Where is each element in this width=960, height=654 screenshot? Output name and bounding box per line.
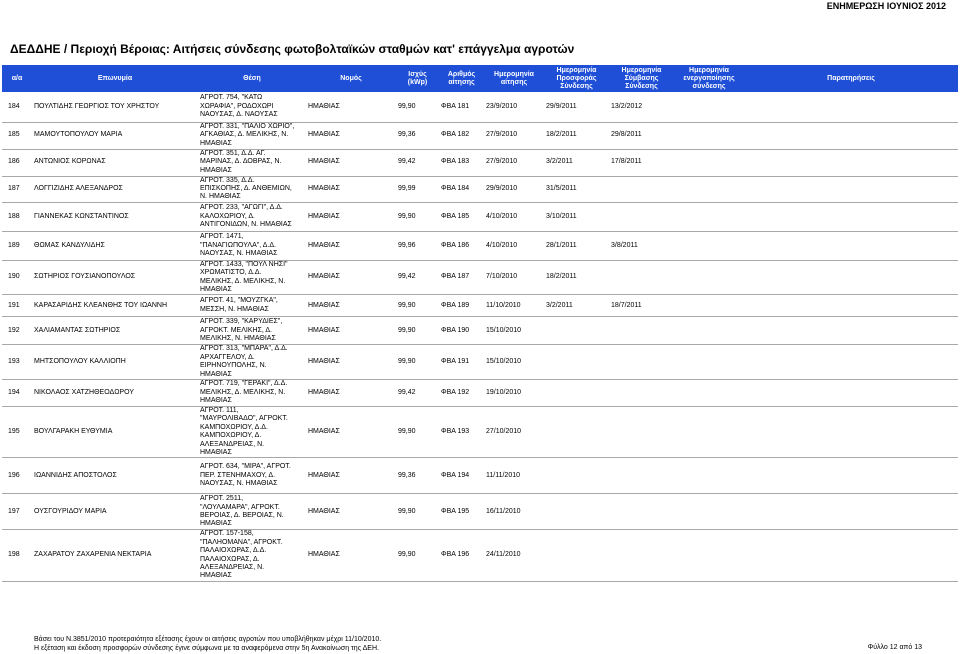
row-activation-date [674,92,744,122]
row-name: ΧΑΛΙΑΜΑΝΤΑΣ ΣΩΤΗΡΙΟΣ [32,317,198,345]
row-aa: 196 [2,458,32,494]
row-position: ΑΓΡΟΤ. 754, "ΚΑΤΩ ΧΩΡΑΦΙΑ", ΡΟΔΟΧΩΡΙ ΝΑΟΥΣΑΣ, Δ. ΝΑΟΥΣΑΣ [198,92,306,122]
row-notes [744,202,958,231]
row-contract-date: 18/7/2011 [609,295,674,317]
row-app-number: ΦΒΑ 183 [439,149,484,176]
row-notes [744,458,958,494]
row-contract-date: 29/8/2011 [609,122,674,149]
update-banner: ΕΝΗΜΕΡΩΣΗ ΙΟΥΝΙΟΣ 2012 [826,1,946,11]
row-app-date: 29/9/2010 [484,176,544,202]
row-power: 99,90 [396,345,439,380]
row-prefecture: ΗΜΑΘΙΑΣ [306,458,396,494]
row-position: ΑΓΡΟΤ. 331, "ΠΑΛΙΟ ΧΩΡΙΟ", ΑΓΚΑΘΙΑΣ, Δ. ΜΕΛΙΚΗΣ, Ν. ΗΜΑΘΙΑΣ [198,122,306,149]
row-aa: 186 [2,149,32,176]
row-name: ΘΩΜΑΣ ΚΑΝΔΥΛΙΔΗΣ [32,231,198,260]
row-power: 99,99 [396,176,439,202]
row-contract-date: 3/8/2011 [609,231,674,260]
page-title: ΔΕΔΔΗΕ / Περιοχή Βέροιας: Αιτήσεις σύνδεσης φωτοβολταϊκών σταθμών κατ' επάγγελμα αγροτών [10,42,575,56]
row-position: ΑΓΡΟΤ. 1471, "ΠΑΝΑΓΙΩΠΟΥΛΑ", Δ.Δ. ΝΑΟΥΣΑΣ, Ν. ΗΜΑΘΙΑΣ [198,231,306,260]
row-name: ΜΗΤΣΟΠΟΥΛΟΥ ΚΑΛΛΙΟΠΗ [32,345,198,380]
row-notes [744,260,958,295]
row-power: 99,90 [396,530,439,581]
row-name: ΜΑΜΟΥΤΟΠΟΥΛΟΥ ΜΑΡΙΑ [32,122,198,149]
row-position: ΑΓΡΟΤ. 111, "ΜΑΥΡΟΛΙΒΑΔΟ", ΑΓΡΟΚΤ. ΚΑΜΠΟΧΩΡΙΟΥ, Δ.Δ. ΚΑΜΠΟΧΩΡΙΟΥ, Δ. ΑΛΕΞΑΝΔΡΕΙΑΣ, Ν. ΗΜΑΘΙΑΣ [198,406,306,457]
row-notes [744,122,958,149]
row-prefecture: ΗΜΑΘΙΑΣ [306,295,396,317]
header-position: Θέση [198,65,306,92]
row-app-date: 16/11/2010 [484,494,544,530]
row-prefecture: ΗΜΑΘΙΑΣ [306,260,396,295]
row-power: 99,90 [396,92,439,122]
row-app-number: ΦΒΑ 186 [439,231,484,260]
row-app-number: ΦΒΑ 189 [439,295,484,317]
table-row [2,406,958,457]
row-app-date: 24/11/2010 [484,530,544,581]
footer-note-1: Βάσει του Ν.3851/2010 προτεραιότητα εξέτασης έχουν οι αιτήσεις αγροτών που υποβλήθηκαν μέχρι 11/10/2010. [34,636,382,643]
row-contract-date [609,202,674,231]
row-contract-date [609,317,674,345]
row-notes [744,345,958,380]
row-app-number: ΦΒΑ 196 [439,530,484,581]
row-offer-date [544,345,609,380]
row-notes [744,317,958,345]
row-prefecture: ΗΜΑΘΙΑΣ [306,345,396,380]
row-offer-date: 31/5/2011 [544,176,609,202]
row-offer-date [544,406,609,457]
row-offer-date [544,494,609,530]
row-app-date: 19/10/2010 [484,379,544,406]
row-app-number: ΦΒΑ 194 [439,458,484,494]
row-name: ΖΑΧΑΡΑΤΟΥ ΖΑΧΑΡΕΝΙΑ ΝΕΚΤΑΡΙΑ [32,530,198,581]
row-name: ΛΟΓΓΙΖΙΔΗΣ ΑΛΕΞΑΝΔΡΟΣ [32,176,198,202]
table-row [2,231,958,260]
row-name: ΝΙΚΟΛΑΟΣ ΧΑΤΖΗΘΕΟΔΩΡΟΥ [32,379,198,406]
table-row [2,345,958,380]
row-app-date: 4/10/2010 [484,202,544,231]
row-contract-date [609,345,674,380]
table-row [2,92,958,122]
row-app-number: ΦΒΑ 185 [439,202,484,231]
table-row [2,458,958,494]
row-activation-date [674,260,744,295]
row-activation-date [674,458,744,494]
header-notes: Παρατηρήσεις [744,65,958,92]
page-number: Φύλλο 12 από 13 [867,644,922,651]
row-activation-date [674,202,744,231]
row-notes [744,379,958,406]
row-position: ΑΓΡΟΤ. 233, "ΑΓΩΓΙ", Δ.Δ. ΚΑΛΟΧΩΡΙΟΥ, Δ. ΑΝΤΙΓΟΝΙΔΩΝ, Ν. ΗΜΑΘΙΑΣ [198,202,306,231]
row-name: ΚΑΡΑΣΑΡΙΔΗΣ ΚΛΕΑΝΘΗΣ ΤΟΥ ΙΩΑΝΝΗ [32,295,198,317]
row-offer-date [544,458,609,494]
row-offer-date: 29/9/2011 [544,92,609,122]
row-position: ΑΓΡΟΤ. 2511, "ΛΟΥΛΑΜΑΡΑ", ΑΓΡΟΚΤ. ΒΕΡΟΙΑΣ, Δ. ΒΕΡΟΙΑΣ, Ν. ΗΜΑΘΙΑΣ [198,494,306,530]
header-name: Επωνυμία [32,65,198,92]
row-offer-date: 3/2/2011 [544,149,609,176]
row-app-date: 27/9/2010 [484,122,544,149]
row-app-number: ΦΒΑ 192 [439,379,484,406]
row-notes [744,92,958,122]
row-contract-date [609,176,674,202]
row-activation-date [674,406,744,457]
row-contract-date [609,379,674,406]
header-contract-date: Ημερομηνία Σύμβασης Σύνδεσης [609,65,674,92]
row-offer-date: 18/2/2011 [544,260,609,295]
row-contract-date [609,530,674,581]
row-aa: 188 [2,202,32,231]
table-header-row [2,65,958,92]
row-activation-date [674,122,744,149]
table-row [2,494,958,530]
row-power: 99,90 [396,317,439,345]
row-app-number: ΦΒΑ 187 [439,260,484,295]
row-app-number: ΦΒΑ 182 [439,122,484,149]
row-notes [744,295,958,317]
row-offer-date: 3/10/2011 [544,202,609,231]
row-app-date: 15/10/2010 [484,317,544,345]
header-prefecture: Νομός [306,65,396,92]
table-row [2,260,958,295]
header-power: Ισχύς (kWp) [396,65,439,92]
row-position: ΑΓΡΟΤ. 41, "ΜΟΥΖΓΚΑ", ΜΕΣΣΗ, Ν. ΗΜΑΘΙΑΣ [198,295,306,317]
row-app-date: 23/9/2010 [484,92,544,122]
table-body [2,92,958,581]
row-app-date: 7/10/2010 [484,260,544,295]
row-position: ΑΓΡΟΤ. 719, "ΓΕΡΑΚΙ", Δ.Δ. ΜΕΛΙΚΗΣ, Δ. ΜΕΛΙΚΗΣ, Ν. ΗΜΑΘΙΑΣ [198,379,306,406]
row-aa: 187 [2,176,32,202]
table-row [2,379,958,406]
row-offer-date [544,317,609,345]
row-power: 99,96 [396,231,439,260]
row-aa: 192 [2,317,32,345]
row-app-date: 4/10/2010 [484,231,544,260]
row-position: ΑΓΡΟΤ. 339, "ΚΑΡΥΔΙΕΣ", ΑΓΡΟΚΤ. ΜΕΛΙΚΗΣ, Δ. ΜΕΛΙΚΗΣ, Ν. ΗΜΑΘΙΑΣ [198,317,306,345]
row-offer-date: 28/1/2011 [544,231,609,260]
row-aa: 185 [2,122,32,149]
row-app-date: 11/11/2010 [484,458,544,494]
row-notes [744,176,958,202]
row-contract-date [609,494,674,530]
row-name: ΟΥΣΓΟΥΡΙΔΟΥ ΜΑΡΙΑ [32,494,198,530]
row-aa: 194 [2,379,32,406]
row-position: ΑΓΡΟΤ. 634, "ΜΙΡΑ", ΑΓΡΟΤ. ΠΕΡ. ΣΤΕΝΗΜΑΧΟΥ, Δ. ΝΑΟΥΣΑΣ, Ν. ΗΜΑΘΙΑΣ [198,458,306,494]
row-notes [744,406,958,457]
header-app-number: Αριθμός αίτησης [439,65,484,92]
row-notes [744,231,958,260]
row-power: 99,90 [396,202,439,231]
row-aa: 197 [2,494,32,530]
row-activation-date [674,379,744,406]
row-prefecture: ΗΜΑΘΙΑΣ [306,176,396,202]
row-prefecture: ΗΜΑΘΙΑΣ [306,92,396,122]
row-position: ΑΓΡΟΤ. 313, "ΜΠΑΡΑ", Δ.Δ. ΑΡΧΑΓΓΕΛΟΥ, Δ. ΕΙΡΗΝΟΥΠΟΛΗΣ, Ν. ΗΜΑΘΙΑΣ [198,345,306,380]
table-row [2,122,958,149]
table-row [2,176,958,202]
row-aa: 195 [2,406,32,457]
row-position: ΑΓΡΟΤ. 1433, "ΠΟΥΛ ΝΗΣΙ" ΧΡΩΜΑΤΙΣΤΟ, Δ.Δ. ΜΕΛΙΚΗΣ, Δ. ΜΕΛΙΚΗΣ, Ν. ΗΜΑΘΙΑΣ [198,260,306,295]
row-prefecture: ΗΜΑΘΙΑΣ [306,202,396,231]
row-prefecture: ΗΜΑΘΙΑΣ [306,406,396,457]
row-prefecture: ΗΜΑΘΙΑΣ [306,379,396,406]
row-app-number: ΦΒΑ 193 [439,406,484,457]
row-contract-date: 13/2/2012 [609,92,674,122]
row-activation-date [674,231,744,260]
row-activation-date [674,317,744,345]
row-activation-date [674,176,744,202]
row-app-number: ΦΒΑ 181 [439,92,484,122]
row-prefecture: ΗΜΑΘΙΑΣ [306,530,396,581]
row-power: 99,90 [396,406,439,457]
row-prefecture: ΗΜΑΘΙΑΣ [306,149,396,176]
row-contract-date [609,406,674,457]
row-contract-date [609,458,674,494]
row-app-date: 15/10/2010 [484,345,544,380]
row-power: 99,90 [396,494,439,530]
table-row [2,317,958,345]
row-position: ΑΓΡΟΤ. 157-158, "ΠΑΛΗΟΜΑΝΑ", ΑΓΡΟΚΤ. ΠΑΛΑΙΟΧΩΡΑΣ, Δ.Δ. ΠΑΛΑΙΟΧΩΡΑΣ, Δ. ΑΛΕΞΑΝΔΡΕΙΑΣ, Ν. ΗΜΑΘΙΑΣ [198,530,306,581]
row-name: ΙΩΑΝΝΙΔΗΣ ΑΠΟΣΤΟΛΟΣ [32,458,198,494]
row-position: ΑΓΡΟΤ. 335, Δ.Δ. ΕΠΙΣΚΟΠΗΣ, Δ. ΑΝΘΕΜΙΩΝ, Ν. ΗΜΑΘΙΑΣ [198,176,306,202]
table-row [2,295,958,317]
row-position: ΑΓΡΟΤ. 351, Δ.Δ. ΑΓ. ΜΑΡΙΝΑΣ, Δ. ΔΟΒΡΑΣ, Ν. ΗΜΑΘΙΑΣ [198,149,306,176]
row-notes [744,530,958,581]
row-power: 99,42 [396,260,439,295]
row-app-date: 27/9/2010 [484,149,544,176]
footer-note-2: Η εξέταση και έκδοση προσφορών σύνδεσης έγινε σύμφωνα με τα αναφερόμενα στην 5η Ανακοίνωση της ΔΕΗ. [34,645,379,652]
row-offer-date: 3/2/2011 [544,295,609,317]
row-prefecture: ΗΜΑΘΙΑΣ [306,317,396,345]
row-contract-date: 17/8/2011 [609,149,674,176]
row-name: ΒΟΥΛΓΑΡΑΚΗ ΕΥΘΥΜΙΑ [32,406,198,457]
row-name: ΓΙΑΝΝΕΚΑΣ ΚΩΝΣΤΑΝΤΙΝΟΣ [32,202,198,231]
row-activation-date [674,494,744,530]
applications-table [2,65,958,582]
table-row [2,149,958,176]
row-power: 99,36 [396,122,439,149]
row-notes [744,149,958,176]
row-name: ΣΩΤΗΡΙΟΣ ΓΟΥΣΙΑΝΟΠΟΥΛΟΣ [32,260,198,295]
row-power: 99,36 [396,458,439,494]
row-name: ΠΟΥΛΤΙΔΗΣ ΓΕΩΡΓΙΟΣ ΤΟΥ ΧΡΗΣΤΟΥ [32,92,198,122]
row-app-date: 11/10/2010 [484,295,544,317]
row-app-number: ΦΒΑ 195 [439,494,484,530]
row-activation-date [674,345,744,380]
row-aa: 193 [2,345,32,380]
row-power: 99,42 [396,379,439,406]
row-notes [744,494,958,530]
row-power: 99,90 [396,295,439,317]
row-aa: 190 [2,260,32,295]
row-activation-date [674,530,744,581]
row-aa: 184 [2,92,32,122]
row-offer-date [544,379,609,406]
row-prefecture: ΗΜΑΘΙΑΣ [306,231,396,260]
row-app-number: ΦΒΑ 184 [439,176,484,202]
row-prefecture: ΗΜΑΘΙΑΣ [306,122,396,149]
table-row [2,202,958,231]
row-activation-date [674,295,744,317]
row-aa: 198 [2,530,32,581]
row-offer-date: 18/2/2011 [544,122,609,149]
row-app-number: ΦΒΑ 191 [439,345,484,380]
header-aa: α/α [2,65,32,92]
row-app-date: 27/10/2010 [484,406,544,457]
row-aa: 189 [2,231,32,260]
row-offer-date [544,530,609,581]
row-app-number: ΦΒΑ 190 [439,317,484,345]
row-prefecture: ΗΜΑΘΙΑΣ [306,494,396,530]
row-activation-date [674,149,744,176]
table-row [2,530,958,581]
header-app-date: Ημερομηνία αίτησης [484,65,544,92]
header-activation-date: Ημερομηνία ενεργοποίησης σύνδεσης [674,65,744,92]
row-power: 99,42 [396,149,439,176]
row-aa: 191 [2,295,32,317]
row-name: ΑΝΤΩΝΙΟΣ ΚΟΡΩΝΑΣ [32,149,198,176]
header-offer-date: Ημερομηνία Προσφοράς Σύνδεσης [544,65,609,92]
row-contract-date [609,260,674,295]
